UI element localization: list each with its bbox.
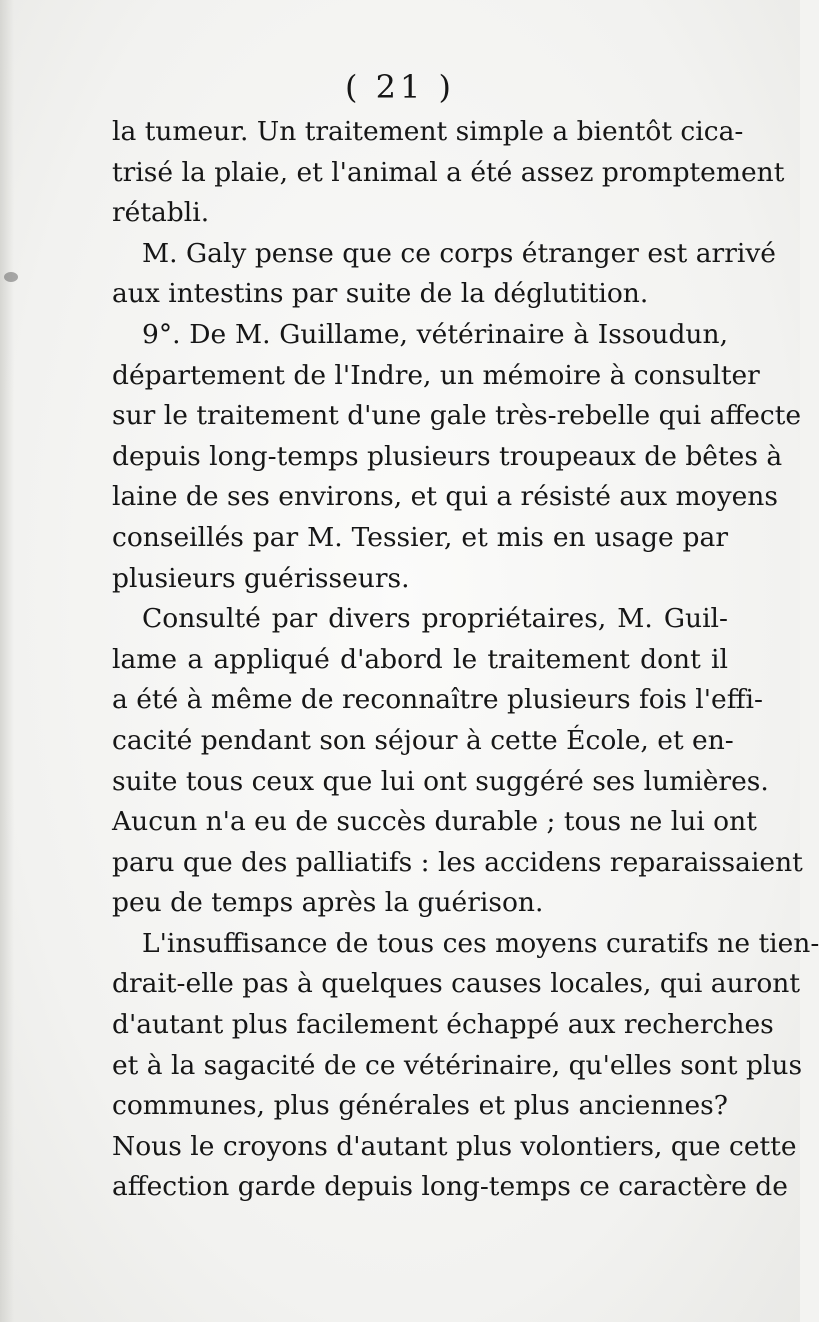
body-text	[112, 112, 819, 1208]
text-line: communes, plus générales et plus anciennes?	[112, 1090, 728, 1122]
text-line: Nous le croyons d'autant plus volontiers, que cette	[112, 1130, 797, 1162]
text-line: aux intestins par suite de la déglutition.	[112, 278, 649, 310]
page-number: ( 21 )	[344, 68, 456, 106]
text-line: laine de ses environs, et qui a résisté aux moyens	[112, 481, 778, 513]
text-line: sur le traitement d'une gale très-rebelle qui affecte	[112, 400, 802, 432]
text-line: Consulté par divers propriétaires, M. Guil-	[142, 603, 728, 635]
text-line: drait-elle pas à quelques causes locales, qui auront	[112, 968, 801, 1000]
text-line: suite tous ceux que lui ont suggéré ses lumières.	[112, 765, 769, 797]
paragraph-3	[112, 315, 802, 599]
text-line: d'autant plus facilement échappé aux recherches	[112, 1009, 774, 1041]
text-line: trisé la plaie, et l'animal a été assez promptement	[112, 156, 785, 188]
paragraph-2	[112, 234, 776, 315]
text-line: plusieurs guérisseurs.	[112, 562, 410, 594]
page-fold-shadow	[0, 0, 14, 1322]
ink-smudge	[4, 272, 18, 282]
text-line: 9°. De M. Guillame, vétérinaire à Issoudun,	[142, 318, 728, 350]
text-line: Aucun n'a eu de succès durable ; tous ne lui ont	[112, 806, 757, 838]
text-line: M. Galy pense que ce corps étranger est arrivé	[142, 237, 776, 269]
paragraph-5	[112, 924, 819, 1208]
text-line: département de l'Indre, un mémoire à consulter	[112, 359, 760, 391]
text-line: peu de temps après la guérison.	[112, 887, 544, 919]
text-line: a été à même de reconnaître plusieurs fois l'effi-	[112, 684, 763, 716]
text-line: la tumeur. Un traitement simple a bientôt cica-	[112, 116, 744, 147]
text-line: rétabli.	[112, 197, 210, 229]
paragraph-1	[112, 112, 785, 234]
text-line: lame a appliqué d'abord le traitement dont il	[112, 643, 728, 675]
text-line: L'insuffisance de tous ces moyens curatifs ne tien-	[142, 927, 819, 959]
text-line: depuis long-temps plusieurs troupeaux de bêtes à	[112, 440, 783, 472]
text-line: affection garde depuis long-temps ce caractère de	[112, 1171, 788, 1203]
text-line: conseillés par M. Tessier, et mis en usage par	[112, 521, 728, 553]
text-line: paru que des palliatifs : les accidens reparaissaient	[112, 846, 803, 878]
text-line: et à la sagacité de ce vétérinaire, qu'elles sont plus	[112, 1049, 803, 1081]
text-line: cacité pendant son séjour à cette École, et en-	[112, 724, 734, 756]
paragraph-4	[112, 599, 803, 924]
